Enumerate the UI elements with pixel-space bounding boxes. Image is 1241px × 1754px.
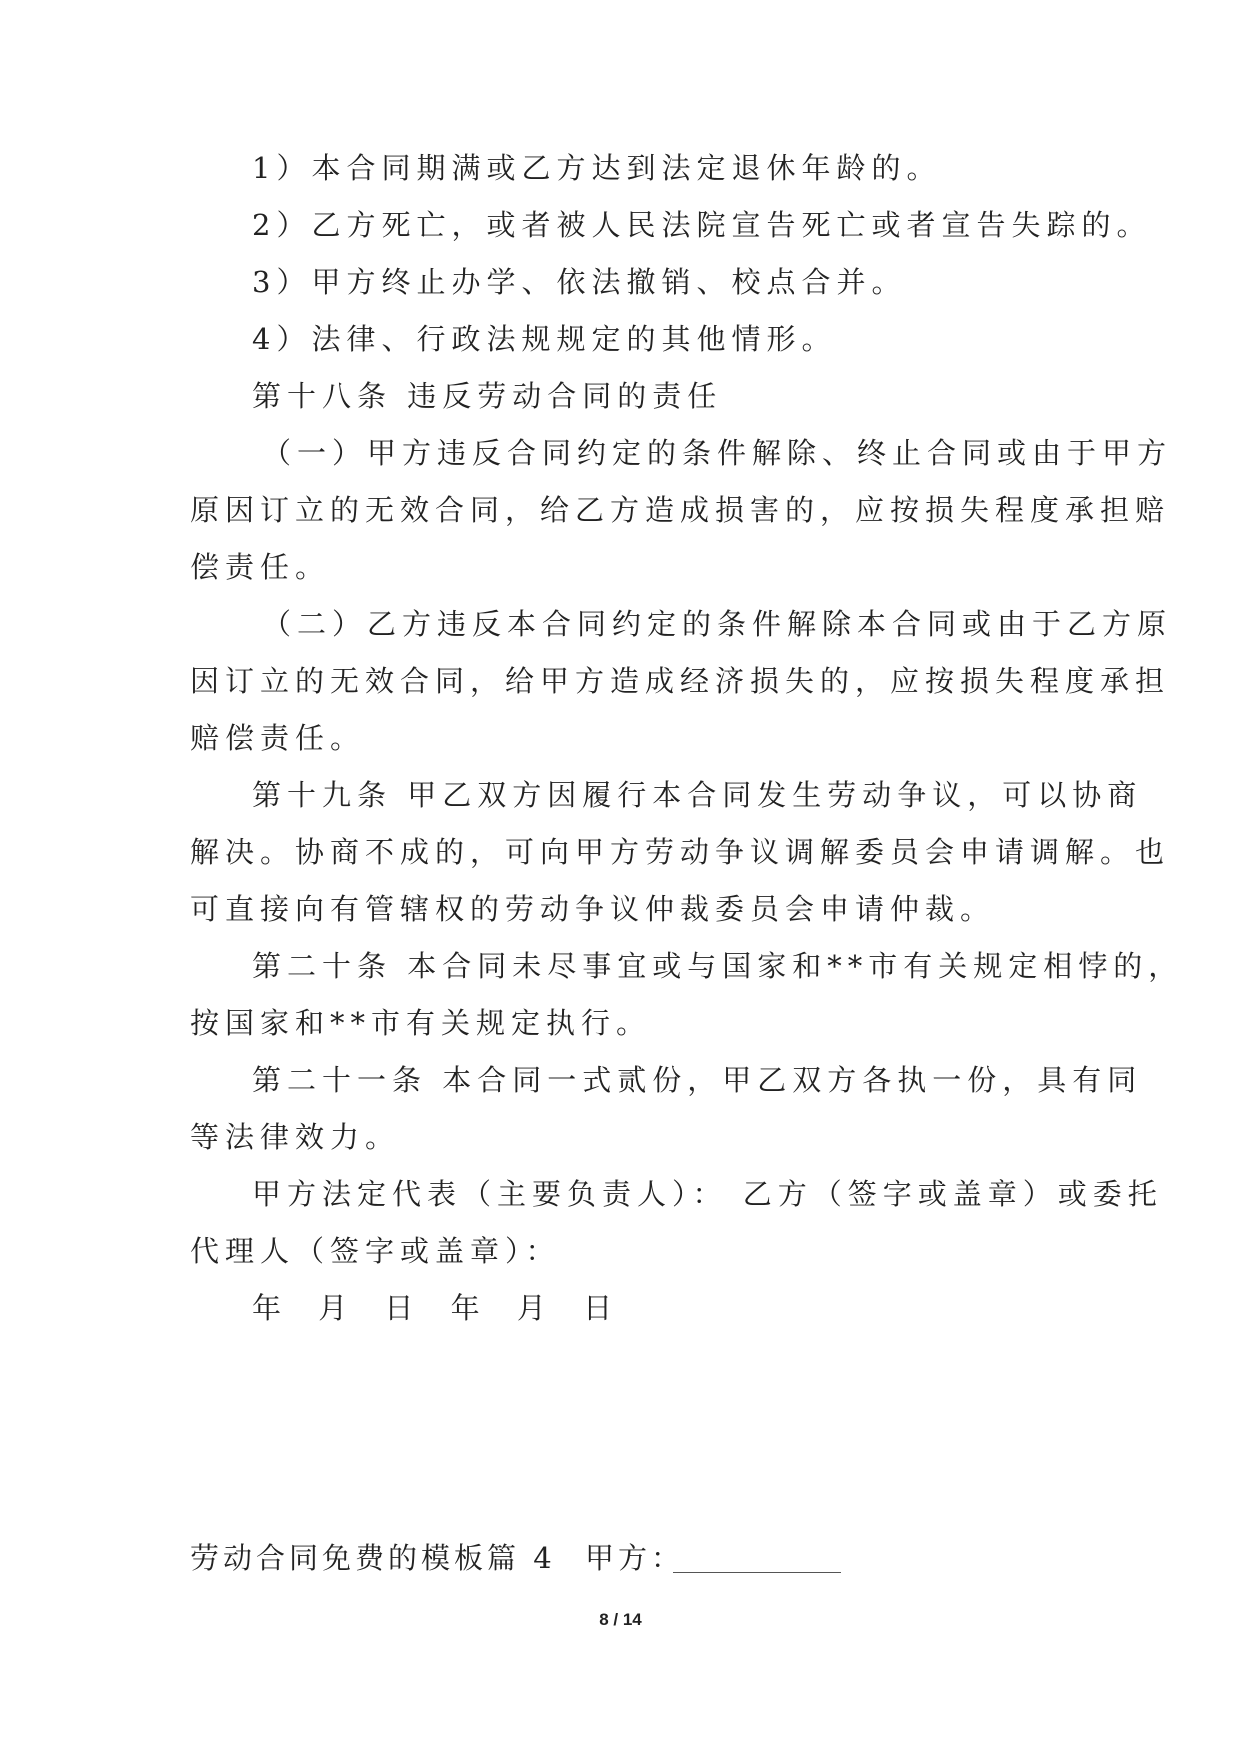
next-template-header <box>190 1538 685 1578</box>
article-18-heading: 第十八条 违反劳动合同的责任 <box>252 379 723 413</box>
clause-item-3: 3）甲方终止办学、依法撤销、校点合并。 <box>252 265 907 299</box>
signature-line-2: 代理人（签字或盖章）： <box>190 1234 561 1268</box>
party-a-blank <box>673 1548 841 1573</box>
article-20-line-1: 第二十条 本合同未尽事宜或与国家和**市有关规定相悖的， <box>252 949 1184 983</box>
article-18-para-1-line-2: 原因订立的无效合同，给乙方造成损害的，应按损失程度承担赔 <box>190 493 1171 527</box>
article-18-para-2-line-3: 赔偿责任。 <box>190 721 366 755</box>
page-number: 8 / 14 <box>599 1610 642 1629</box>
article-18-para-1-line-3: 偿责任。 <box>190 550 331 584</box>
article-20-line-2: 按国家和**市有关规定执行。 <box>190 1006 652 1040</box>
article-21-line-2: 等法律效力。 <box>190 1120 401 1154</box>
article-18-para-1-line-1: （一）甲方违反合同约定的条件解除、终止合同或由于甲方 <box>262 436 1173 470</box>
signature-line-1: 甲方法定代表（主要负责人）： 乙方（签字或盖章）或委托 <box>252 1177 1163 1211</box>
article-18-para-2-line-2: 因订立的无效合同，给甲方造成经济损失的，应按损失程度承担 <box>190 664 1171 698</box>
article-19-line-3: 可直接向有管辖权的劳动争议仲裁委员会申请仲裁。 <box>190 892 996 926</box>
article-18-para-2-line-1: （二）乙方违反本合同约定的条件解除本合同或由于乙方原 <box>262 607 1173 641</box>
article-19-line-2: 解决。协商不成的，可向甲方劳动争议调解委员会申请调解。也 <box>190 835 1171 869</box>
template-title: 劳动合同免费的模板篇 4 <box>190 1541 556 1575</box>
article-21-line-1: 第二十一条 本合同一式贰份，甲乙双方各执一份，具有同 <box>252 1063 1143 1097</box>
date-line: 年 月 日 年 月 日 <box>252 1291 627 1325</box>
article-19-line-1: 第十九条 甲乙双方因履行本合同发生劳动争议，可以协商 <box>252 778 1143 812</box>
clause-item-4: 4）法律、行政法规规定的其他情形。 <box>252 322 837 356</box>
clause-item-2: 2）乙方死亡，或者被人民法院宣告死亡或者宣告失踪的。 <box>252 208 1152 242</box>
party-a-label: 甲方： <box>585 1541 685 1575</box>
clause-item-1: 1）本合同期满或乙方达到法定退休年龄的。 <box>252 151 942 185</box>
